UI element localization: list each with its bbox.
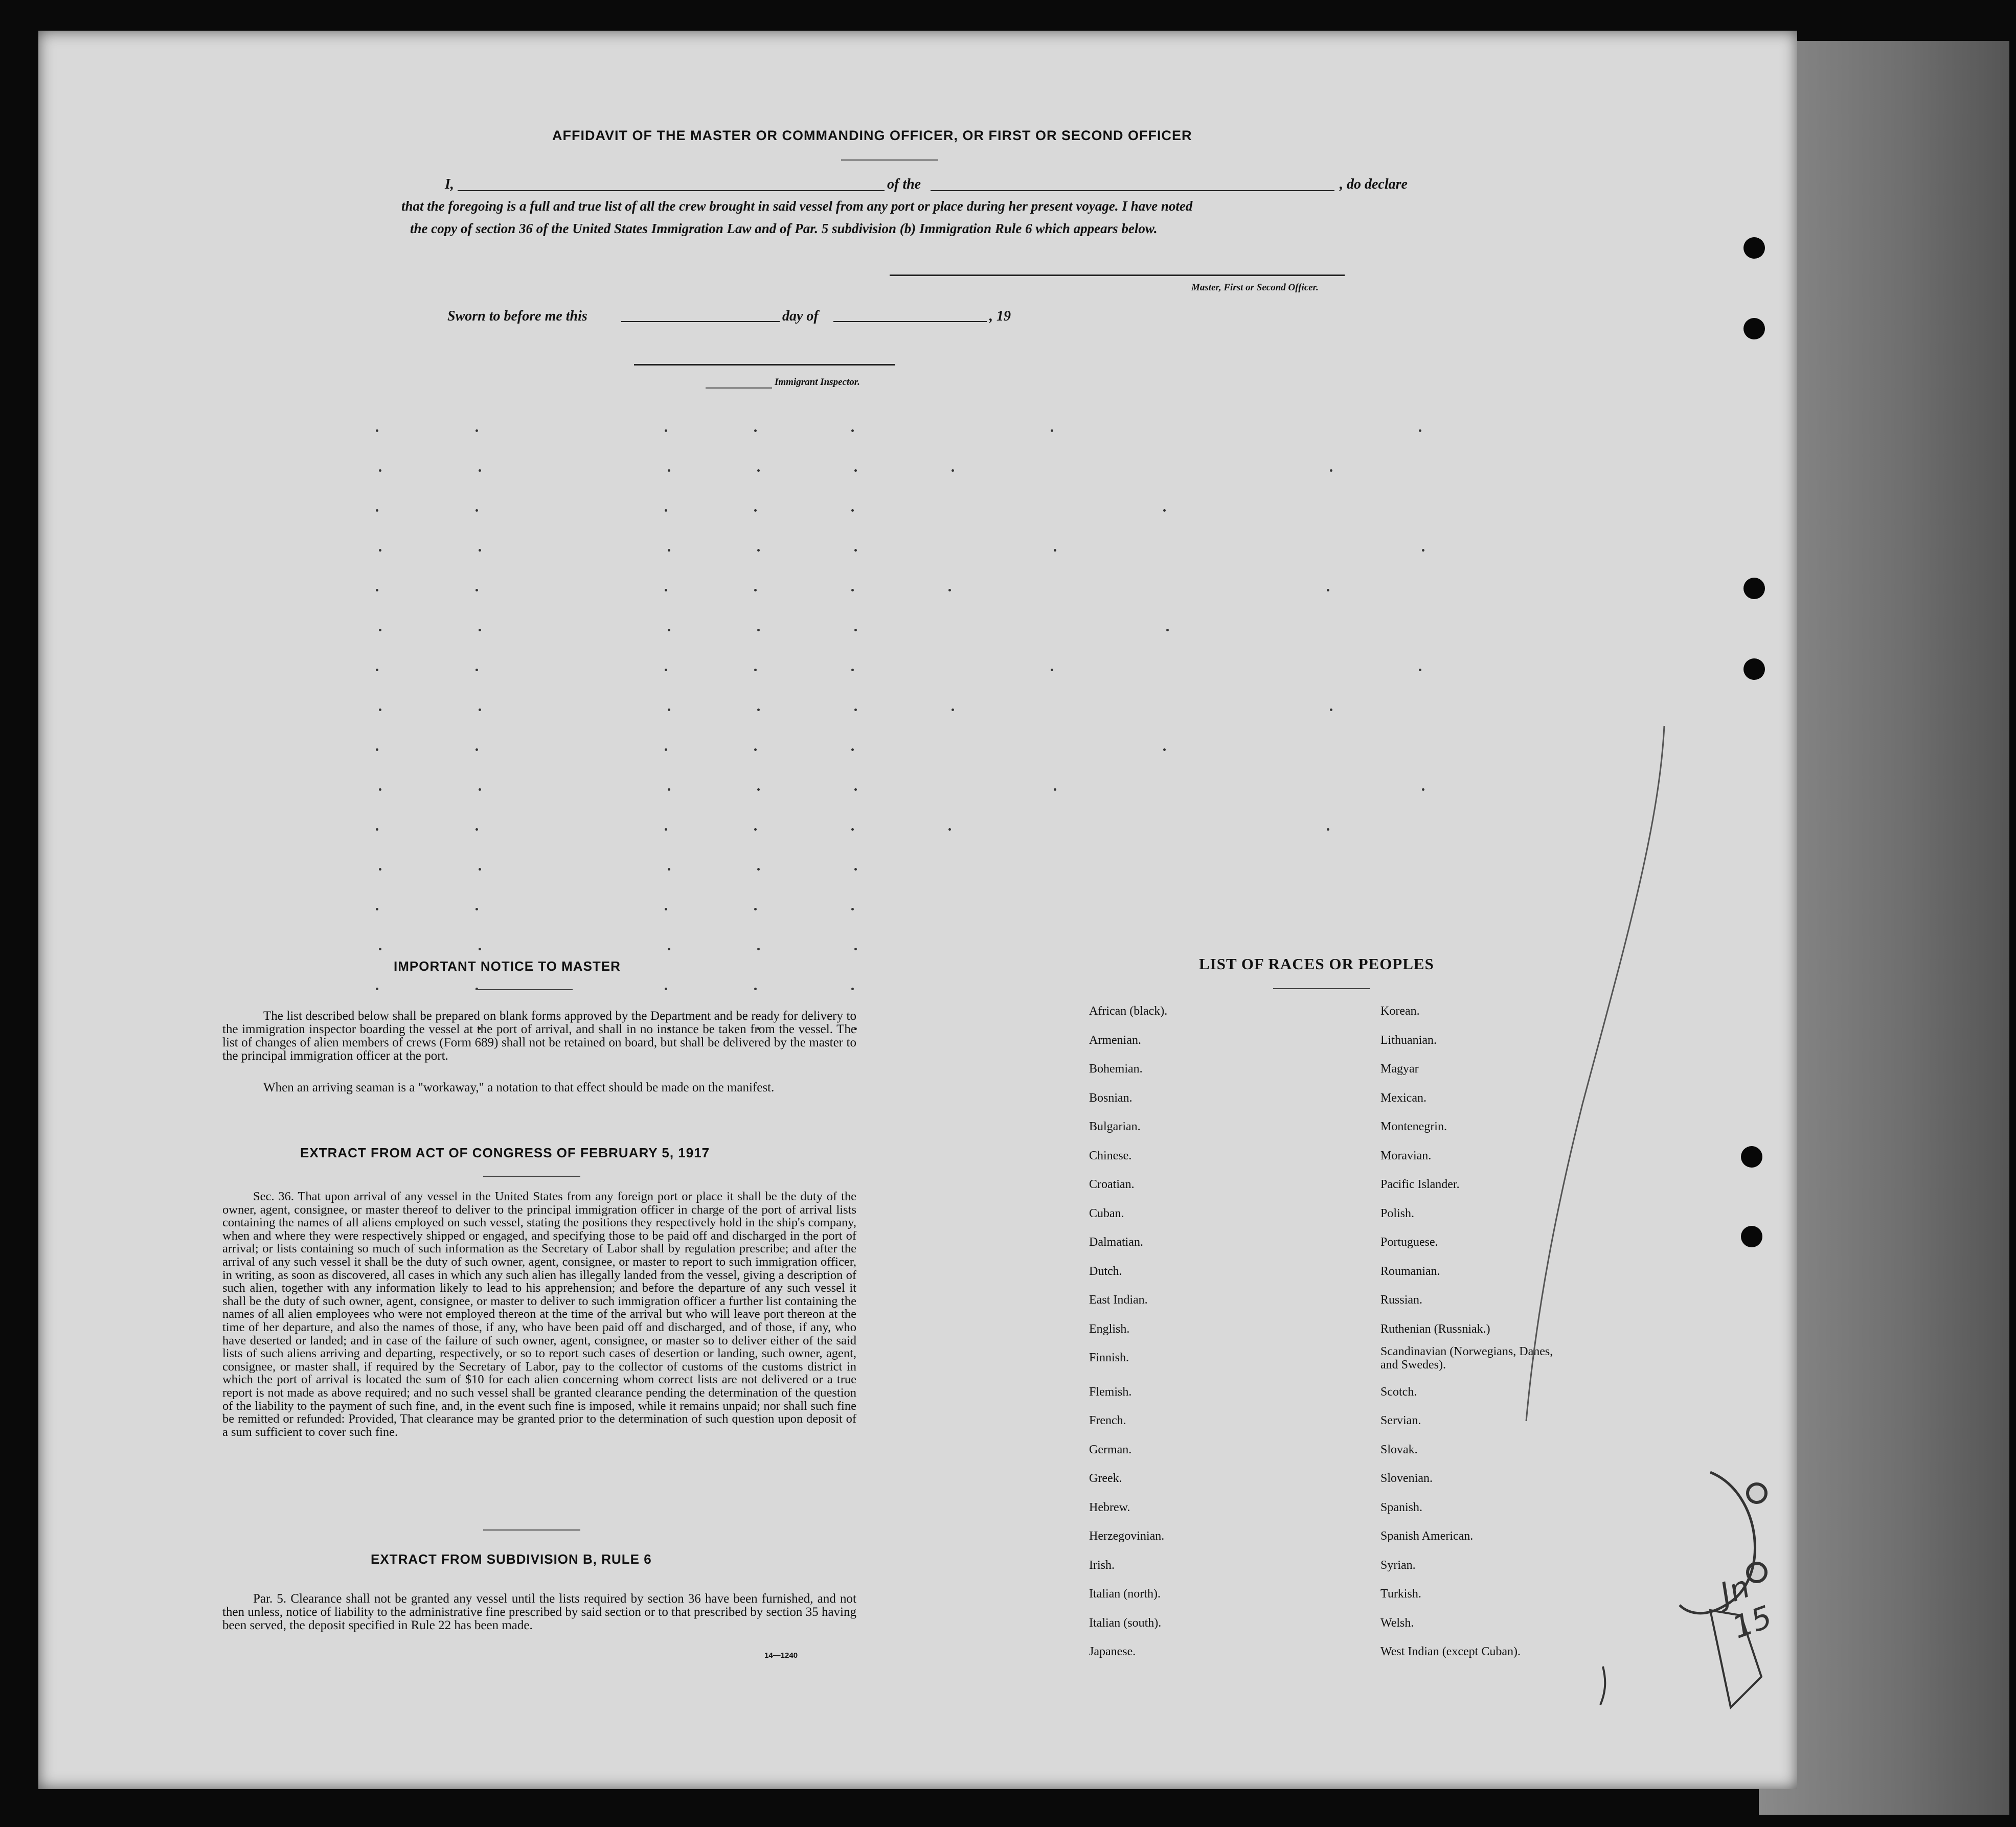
race-item: Magyar bbox=[1380, 1062, 1419, 1076]
grid-dot bbox=[1166, 629, 1169, 631]
grid-dot bbox=[1422, 788, 1424, 791]
grid-dot bbox=[851, 669, 854, 671]
race-item: Portuguese. bbox=[1380, 1236, 1438, 1249]
grid-dot bbox=[851, 988, 854, 990]
grid-dot bbox=[475, 748, 478, 751]
master-signature-line bbox=[890, 275, 1345, 276]
grid-dot bbox=[948, 828, 951, 831]
divider bbox=[483, 1529, 580, 1531]
race-item: Montenegrin. bbox=[1380, 1120, 1447, 1133]
divider bbox=[475, 989, 573, 990]
divider bbox=[483, 1176, 580, 1177]
divider bbox=[1273, 988, 1370, 989]
race-item: Italian (north). bbox=[1089, 1587, 1161, 1601]
race-item: Servian. bbox=[1380, 1414, 1421, 1427]
race-item: Slovenian. bbox=[1380, 1472, 1433, 1485]
grid-dot bbox=[757, 709, 760, 711]
affidavit-do-declare: , do declare bbox=[1340, 176, 1408, 192]
grid-dot bbox=[1051, 429, 1053, 432]
race-item: Italian (south). bbox=[1089, 1616, 1162, 1630]
extract-rule-title: EXTRACT FROM SUBDIVISION B, RULE 6 bbox=[371, 1551, 652, 1567]
grid-dot bbox=[754, 988, 757, 990]
affidavit-title: AFFIDAVIT OF THE MASTER OR COMMANDING OFFICER, OR FIRST OR SECOND OFFICER bbox=[552, 128, 1192, 143]
grid-dot bbox=[757, 549, 760, 552]
grid-dot bbox=[754, 429, 757, 432]
extract-act-title: EXTRACT FROM ACT OF CONGRESS OF FEBRUARY 5, 1917 bbox=[300, 1145, 710, 1160]
race-item: Roumanian. bbox=[1380, 1264, 1440, 1278]
grid-dot bbox=[854, 868, 857, 871]
grid-dot bbox=[665, 748, 667, 751]
race-item: Greek. bbox=[1089, 1472, 1122, 1485]
grid-dot bbox=[665, 589, 667, 591]
race-item: Hebrew. bbox=[1089, 1500, 1130, 1514]
grid-dot bbox=[851, 509, 854, 512]
grid-dot bbox=[1054, 549, 1056, 552]
grid-dot bbox=[851, 748, 854, 751]
race-item: German. bbox=[1089, 1443, 1132, 1456]
race-item: Bosnian. bbox=[1089, 1091, 1132, 1105]
grid-dot bbox=[668, 788, 670, 791]
affidavit-line-2: that the foregoing is a full and true list of all the crew brought in said vessel from any port or place during her present voyage. I have noted bbox=[401, 198, 1193, 214]
grid-dot bbox=[1327, 828, 1329, 831]
race-item: Cuban. bbox=[1089, 1206, 1124, 1220]
inspector-label: Immigrant Inspector. bbox=[775, 377, 860, 387]
grid-dot bbox=[665, 908, 667, 910]
punch-hole bbox=[1743, 658, 1765, 680]
grid-dot bbox=[475, 509, 478, 512]
affidavit-of-the-label: of the bbox=[887, 176, 921, 192]
grid-dot bbox=[1163, 509, 1166, 512]
race-item: Lithuanian. bbox=[1380, 1033, 1437, 1047]
race-item: Turkish. bbox=[1380, 1587, 1421, 1601]
race-item: Scotch. bbox=[1380, 1385, 1417, 1399]
grid-dot bbox=[1163, 748, 1166, 751]
grid-dot bbox=[754, 748, 757, 751]
grid-dot bbox=[379, 709, 381, 711]
race-item: West Indian (except Cuban). bbox=[1380, 1645, 1521, 1658]
race-item: Dutch. bbox=[1089, 1264, 1122, 1278]
grid-dot bbox=[379, 948, 381, 950]
grid-dot bbox=[854, 788, 857, 791]
race-item: Croatian. bbox=[1089, 1178, 1135, 1191]
grid-dot bbox=[668, 549, 670, 552]
grid-dot bbox=[376, 429, 378, 432]
grid-dot bbox=[851, 908, 854, 910]
grid-dot bbox=[1422, 549, 1424, 552]
grid-dot bbox=[475, 429, 478, 432]
grid-dot bbox=[479, 549, 481, 552]
inspector-signature-line bbox=[634, 364, 895, 366]
race-item: English. bbox=[1089, 1322, 1130, 1336]
sworn-month-line bbox=[833, 321, 987, 322]
grid-dot bbox=[379, 469, 381, 472]
grid-dot bbox=[851, 828, 854, 831]
grid-dot bbox=[479, 788, 481, 791]
grid-dot bbox=[379, 549, 381, 552]
grid-dot bbox=[1051, 669, 1053, 671]
grid-dot bbox=[757, 948, 760, 950]
grid-dot bbox=[376, 589, 378, 591]
grid-dot bbox=[851, 429, 854, 432]
grid-dot bbox=[1330, 709, 1332, 711]
grid-dot bbox=[665, 429, 667, 432]
grid-dot bbox=[754, 509, 757, 512]
race-item: Moravian. bbox=[1380, 1149, 1432, 1162]
race-item: Russian. bbox=[1380, 1293, 1423, 1307]
grid-dot bbox=[757, 868, 760, 871]
race-item: Irish. bbox=[1089, 1558, 1115, 1572]
grid-dot bbox=[665, 669, 667, 671]
grid-dot bbox=[376, 669, 378, 671]
race-item: Bulgarian. bbox=[1089, 1120, 1141, 1133]
grid-dot bbox=[376, 509, 378, 512]
race-item: Scandinavian (Norwegians, Danes, and Swedes). bbox=[1380, 1345, 1553, 1372]
grid-dot bbox=[754, 828, 757, 831]
punch-hole bbox=[1743, 578, 1765, 599]
year-prefix: , 19 bbox=[989, 308, 1011, 324]
affidavit-line-3: the copy of section 36 of the United States Immigration Law and of Par. 5 subdivision (b) Immigration Rule 6 which appears below. bbox=[410, 221, 1158, 236]
handwritten-note: Jn 15 bbox=[1715, 1569, 1777, 1646]
race-item: Japanese. bbox=[1089, 1645, 1136, 1658]
punch-hole bbox=[1743, 237, 1765, 259]
grid-dot bbox=[665, 988, 667, 990]
master-signature-label: Master, First or Second Officer. bbox=[1191, 282, 1319, 293]
grid-dot bbox=[475, 828, 478, 831]
race-item: East Indian. bbox=[1089, 1293, 1148, 1307]
notice-title: IMPORTANT NOTICE TO MASTER bbox=[394, 958, 621, 974]
race-item: African (black). bbox=[1089, 1004, 1168, 1018]
grid-dot bbox=[479, 709, 481, 711]
form-number: 14—1240 bbox=[764, 1651, 798, 1660]
grid-dot bbox=[479, 948, 481, 950]
grid-dot bbox=[754, 669, 757, 671]
name-blank-line bbox=[458, 190, 885, 191]
manifest-sheet bbox=[38, 31, 1797, 1789]
race-item: French. bbox=[1089, 1414, 1126, 1427]
notice-paragraph-2: When an arriving seaman is a "workaway," a notation to that effect should be made on the manifest. bbox=[263, 1081, 775, 1094]
grid-dot bbox=[1330, 469, 1332, 472]
grid-dot bbox=[376, 908, 378, 910]
race-item: Korean. bbox=[1380, 1004, 1420, 1018]
affidavit-i-label: I, bbox=[445, 176, 454, 192]
grid-dot bbox=[376, 828, 378, 831]
grid-dot bbox=[668, 629, 670, 631]
grid-dot bbox=[952, 469, 954, 472]
grid-dot bbox=[668, 948, 670, 950]
grid-dot bbox=[379, 868, 381, 871]
race-item: Welsh. bbox=[1380, 1616, 1414, 1630]
grid-dot bbox=[665, 828, 667, 831]
extract-rule-text: Par. 5. Clearance shall not be granted any vessel until the lists required by section 36 have been furnished, and not then unless, notice of liability to the administrative fine prescribed by said section or to that prescribed by section 35 having been served, the deposit specified in Rule 22 has been made. bbox=[222, 1592, 856, 1632]
grid-dot bbox=[475, 908, 478, 910]
race-item: Herzegovinian. bbox=[1089, 1529, 1165, 1543]
extract-act-text: Sec. 36. That upon arrival of any vessel in the United States from any foreign port or place it shall be the duty of the owner, agent, consignee, or master thereof to deliver to the principal immigration officer in charge of the port of arrival lists containing the names of all aliens employed on such vessel, stating the positions they respectively hold in the ship's company, when and where they were respectively shipped or engaged, and specifying those to be paid off and discharged in the port of arrival; or lists containing so much of such information as the Secretary of Labor shall by regulation prescribe; and after the arrival of any such vessel it shall be the duty of such owner, agent, consignee, or master to report to such immigration officer, in writing, as soon as discovered, all cases in which any such alien has illegally landed from the vessel, giving a description of such alien, together with any information likely to lead to his apprehension; and before the departure of any such vessel it shall be the duty of such owner, agent, consignee, or master to deliver to such immigration officer a further list containing the names of all alien employees who were not employed thereon at the time of the arrival but who will leave port thereon at the time of her departure, and also the names of those, if any, who have been paid off and discharged, and of those, if any, who have deserted or landed; and in case of the failure of such owner, agent, consignee, or master so to deliver either of the said lists of such aliens arriving and departing, respectively, or so to report such cases of desertion or landing, such owner, agent, consignee, or master shall, if required by the Secretary of Labor, pay to the collector of customs of the customs district in which the port of arrival is located the sum of $10 for each alien concerning whom correct lists are not delivered or a true report is not made as above required; and no such vessel shall be granted clearance pending the determination of the question of the liability to the payment of such fine, and, in the event such fine is imposed, while it remains unpaid; nor shall such fine be remitted or refunded: Provided, That clearance may be granted prior to the determination of such question upon deposit of a sum sufficient to cover such fine. bbox=[222, 1190, 856, 1439]
punch-hole bbox=[1743, 318, 1765, 339]
grid-dot bbox=[479, 868, 481, 871]
grid-dot bbox=[854, 709, 857, 711]
race-item: Mexican. bbox=[1380, 1091, 1426, 1105]
race-item: Finnish. bbox=[1089, 1351, 1129, 1364]
race-item: Chinese. bbox=[1089, 1149, 1132, 1162]
grid-dot bbox=[668, 469, 670, 472]
grid-dot bbox=[851, 589, 854, 591]
grid-dot bbox=[665, 509, 667, 512]
divider bbox=[841, 159, 938, 161]
grid-dot bbox=[379, 629, 381, 631]
grid-dot bbox=[1419, 429, 1421, 432]
grid-dot bbox=[948, 589, 951, 591]
grid-dot bbox=[668, 709, 670, 711]
inspector-prefix-line bbox=[706, 387, 772, 389]
grid-dot bbox=[952, 709, 954, 711]
grid-dot bbox=[1419, 669, 1421, 671]
grid-dot bbox=[757, 788, 760, 791]
grid-dot bbox=[757, 629, 760, 631]
race-item: Polish. bbox=[1380, 1206, 1415, 1220]
race-item: Spanish. bbox=[1380, 1500, 1423, 1514]
grid-dot bbox=[479, 629, 481, 631]
grid-dot bbox=[1054, 788, 1056, 791]
sworn-day-line bbox=[621, 321, 780, 322]
race-item: Ruthenian (Russniak.) bbox=[1380, 1322, 1490, 1336]
grid-dot bbox=[854, 948, 857, 950]
grid-dot bbox=[379, 788, 381, 791]
races-title: LIST OF RACES OR PEOPLES bbox=[1199, 955, 1434, 973]
race-item: Bohemian. bbox=[1089, 1062, 1143, 1076]
grid-dot bbox=[376, 988, 378, 990]
grid-dot bbox=[475, 669, 478, 671]
grid-dot bbox=[754, 589, 757, 591]
grid-dot bbox=[668, 868, 670, 871]
grid-dot bbox=[475, 589, 478, 591]
race-item: Pacific Islander. bbox=[1380, 1178, 1460, 1191]
grid-dot bbox=[376, 748, 378, 751]
grid-dot bbox=[854, 629, 857, 631]
race-item: Flemish. bbox=[1089, 1385, 1132, 1399]
race-item: Slovak. bbox=[1380, 1443, 1418, 1456]
notice-paragraph-1: The list described below shall be prepared on blank forms approved by the Department and be ready for delivery to the immigration inspector boarding the vessel at the port of arrival, and shall in no instance be taken from the vessel. The list of changes of alien members of crews (Form 689) shall not be retained on board, but shall be delivered by the master to the principal immigration officer at the port. bbox=[222, 1009, 856, 1063]
race-item: Spanish American. bbox=[1380, 1529, 1474, 1543]
grid-dot bbox=[757, 469, 760, 472]
grid-dot bbox=[854, 469, 857, 472]
grid-dot bbox=[754, 908, 757, 910]
vessel-blank-line bbox=[931, 190, 1334, 191]
sworn-label: Sworn to before me this bbox=[447, 308, 587, 324]
grid-dot bbox=[1327, 589, 1329, 591]
day-of-label: day of bbox=[782, 308, 819, 324]
race-item: Syrian. bbox=[1380, 1558, 1416, 1572]
race-item: Armenian. bbox=[1089, 1033, 1141, 1047]
race-item: Dalmatian. bbox=[1089, 1236, 1143, 1249]
grid-dot bbox=[479, 469, 481, 472]
grid-dot bbox=[854, 549, 857, 552]
